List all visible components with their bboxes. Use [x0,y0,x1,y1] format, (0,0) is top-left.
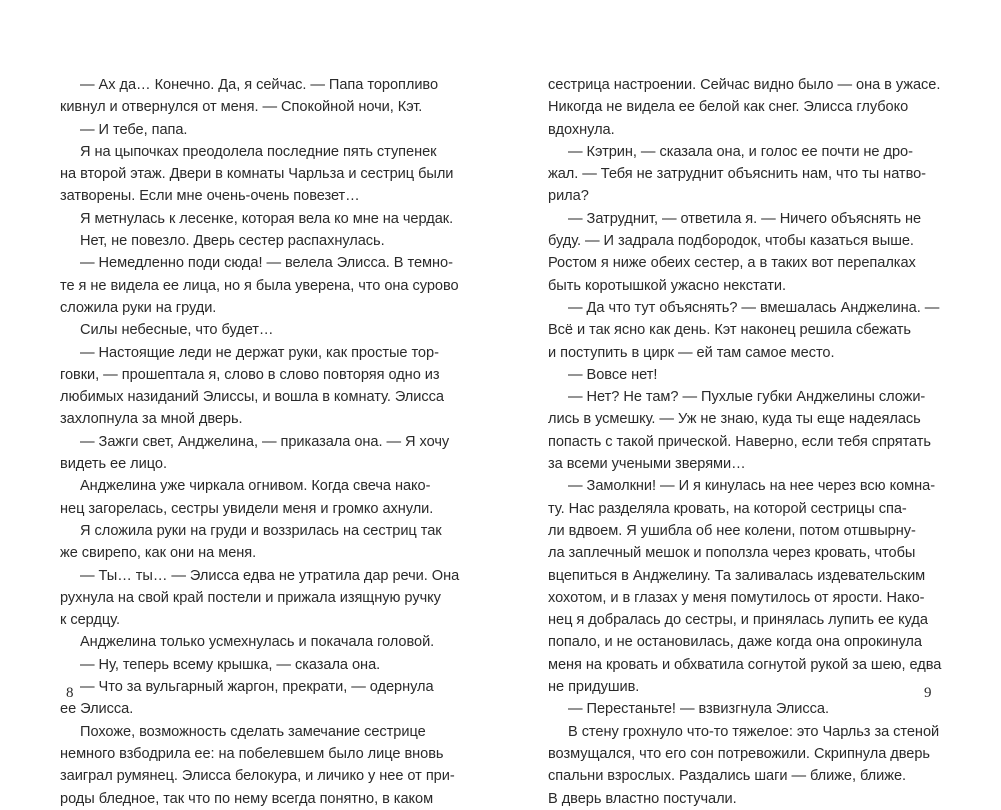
text-line: сложила руки на груди. [60,299,217,316]
text-line: вдохнула. [548,121,615,138]
text-line: — Настоящие леди не держат руки, как простые тор- [80,344,439,361]
text-line: ту. Нас разделяла кровать, на которой сестрицы спа- [548,500,907,517]
text-line: к сердцу. [60,612,120,629]
right-page-number: 9 [924,685,932,701]
text-line: возмущался, что его сон потревожили. Скрипнула дверь [548,745,930,762]
text-line: на второй этаж. Двери в комнаты Чарльза и сестриц были [60,166,454,183]
text-line: меня на кровать и обхватила согнутой рукой за шею, едва [548,656,942,673]
text-line: — И тебе, папа. [80,121,188,138]
text-line: кивнул и отвернулся от меня. — Спокойной ночи, Кэт. [60,99,423,116]
text-line: те я не видела ее лица, но я была уверена, что она сурово [60,277,459,294]
text-line: рухнула на свой край постели и прижала изящную ручку [60,589,441,606]
text-line: — Замолкни! — И я кинулась на нее через всю комна- [568,478,936,495]
text-line: спальни взрослых. Раздались шаги — ближе, ближе. [548,768,907,785]
text-line: любимых назиданий Элиссы, и вошла в комнату. Элисса [60,389,444,406]
text-line: за всеми учеными зверями… [548,456,746,473]
text-line: не придушив. [548,679,640,696]
text-line: ее Элисса. [60,701,134,718]
text-line: жал. — Тебя не затруднит объяснить нам, что ты натво- [548,166,926,183]
text-line: Я метнулась к лесенке, которая вела ко мне на чердак. [80,210,454,227]
text-line: — Да что тут объяснять? — вмешалась Анджелина. — [568,299,940,316]
text-line: и поступить в цирк — ей там самое место. [548,344,835,361]
text-line: — Немедленно поди сюда! — велела Элисса. В темно- [80,255,453,272]
text-line: нец я добралась до сестры, и принялась лупить ее куда [548,612,928,629]
text-line: В дверь властно постучали. [548,790,737,807]
text-line: же свирепо, как они на меня. [60,545,257,562]
text-line: немного взбодрила ее: на побелевшем было лице вновь [60,745,444,762]
text-line: В стену грохнуло что-то тяжелое: это Чарльз за стеной [568,723,940,740]
text-line: Я сложила руки на груди и воззрилась на сестриц так [80,522,442,539]
text-line: — Что за вульгарный жаргон, прекрати, — одернула [80,679,434,696]
text-line: затворены. Если мне очень-очень повезет… [60,188,360,205]
text-line: Анджелина только усмехнулась и покачала головой. [80,634,435,651]
text-line: Ростом я ниже обеих сестер, а в таких вот перепалках [548,255,916,272]
text-line: захлопнула за мной дверь. [60,411,243,428]
text-line: видеть ее лицо. [60,456,167,473]
text-line: — Перестаньте! — взвизгнула Элисса. [568,701,829,718]
text-line: — Вовсе нет! [568,366,658,383]
text-line: Похоже, возможность сделать замечание сестрице [80,723,426,740]
text-line: хохотом, и в глазах у меня помутилось от ярости. Нако- [548,589,925,606]
text-line: попало, и не остановилась, даже когда она опрокинула [548,634,922,651]
text-line: сестрица настроении. Сейчас видно было — она в ужасе. [548,77,941,93]
text-line: рила? [548,188,589,205]
text-line: — Ах да… Конечно. Да, я сейчас. — Папа торопливо [80,77,439,93]
text-line: быть коротышкой ужасно некстати. [548,277,787,294]
left-page-number: 8 [66,685,74,701]
text-line: Анджелина уже чиркала огнивом. Когда свеча нако- [80,478,431,495]
text-line: Силы небесные, что будет… [80,322,274,339]
text-line: — Зажги свет, Анджелина, — приказала она. — Я хочу [80,433,450,450]
text-line: лись в усмешку. — Уж не знаю, куда ты еще надеялась [548,411,921,428]
text-line: — Затруднит, — ответила я. — Ничего объяснять не [568,210,922,227]
text-line: Всё и так ясно как день. Кэт наконец решила сбежать [548,322,911,339]
text-line: буду. — И задрала подбородок, чтобы казаться выше. [548,233,914,250]
text-line: попасть с такой прической. Наверно, если тебя спрятать [548,433,931,450]
text-line: ла заплечный мешок и поползла через кровать, чтобы [548,545,916,562]
text-line: роды бледное, так что по нему всегда понятно, в каком [60,790,434,807]
left-page [60,74,460,810]
text-line: Нет, не повезло. Дверь сестер распахнулась. [80,233,385,250]
text-line: — Кэтрин, — сказала она, и голос ее почти не дро- [568,143,913,160]
text-line: вцепиться в Анджелину. Та заливалась издевательским [548,567,926,584]
right-page [548,74,948,810]
text-line: заиграл румянец. Элисса белокура, и личико у нее от при- [60,768,455,785]
text-line: нец загорелась, сестры увидели меня и громко ахнули. [60,500,434,517]
text-line: Я на цыпочках преодолела последние пять ступенек [80,143,437,160]
text-line: ли вдвоем. Я ушибла об нее колени, потом отшвырну- [548,522,916,539]
text-line: — Ты… ты… — Элисса едва не утратила дар речи. Она [80,567,460,584]
text-line: говки, — прошептала я, слово в слово повторяя одно из [60,366,440,383]
text-line: — Нет? Не там? — Пухлые губки Анджелины сложи- [568,389,926,406]
text-line: Никогда не видела ее белой как снег. Элисса глубоко [548,99,909,116]
text-line: — Ну, теперь всему крышка, — сказала она. [80,656,381,673]
